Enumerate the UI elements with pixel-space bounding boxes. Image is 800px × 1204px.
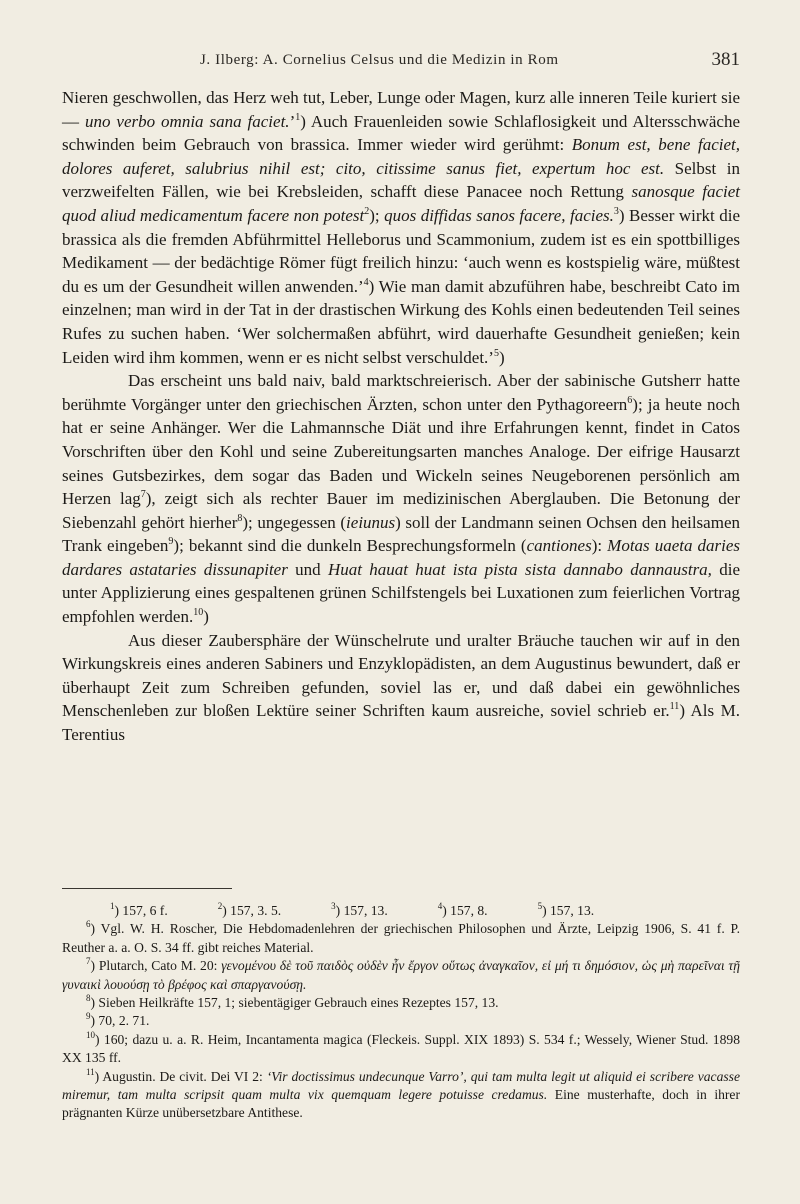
footnote-text: ) 157, 13.: [335, 903, 388, 918]
latin-quote: uno verbo omnia sana faciet.: [84, 111, 290, 131]
footnote-mark: 11: [86, 1066, 95, 1077]
page-number: 381: [711, 49, 740, 70]
text-run: Selbst in verzweifelten Fällen, wie bei Krebsleiden, schafft diese Panacee noch Rettung: [62, 158, 740, 202]
footnote-7: [62, 957, 740, 994]
footnote-10: [62, 1031, 740, 1068]
footnote-item: [514, 902, 595, 920]
text-run: ), zeigt sich als rechter Bauer im medizinischen Aberglauben. Die Betonung der Siebenzahl gehört hierher: [62, 489, 740, 532]
latin-term: ieiunus: [346, 512, 396, 532]
footnote-text: ) 70, 2. 71.: [90, 1013, 150, 1029]
running-title: J. Ilberg: A. Cornelius Celsus und die Medizin in Rom: [200, 52, 559, 68]
footnotes: [62, 902, 740, 1123]
footnote-ref: 10: [193, 607, 204, 619]
footnote-ref: 7: [140, 489, 146, 501]
footnote-ref: 4: [363, 276, 369, 288]
text-run: ) Besser wirkt die brassica als die fremden Abführmittel Helleborus und Scammonium, zudem ist es ein spottbilliges Medikament — der bedächtige Römer fügt freilich hinzu: ‘auch wenn es kostspielig wäre, müßtest du es um der Gesundheit willen anwenden.’: [62, 205, 740, 296]
footnote-1-5: [62, 902, 740, 920]
footnote-mark: 4: [437, 901, 443, 911]
text-run: ) Als M. Terentius: [62, 701, 740, 745]
text-run: );: [369, 205, 385, 225]
latin-quote: sanosque faciet quod aliud medicamentum facere non potest: [62, 182, 740, 225]
footnote-mark: 5: [537, 901, 543, 911]
footnote-mark: 7: [86, 956, 91, 967]
paragraph-3: [62, 629, 740, 747]
footnote-mark: 6: [86, 919, 91, 930]
footnote-ref: 11: [669, 701, 680, 713]
main-text: [62, 86, 740, 747]
footnote-item: [86, 902, 168, 920]
text-run: Das erscheint uns bald naiv, bald marktschreierisch. Aber der sabinische Gutsherr hatte berühmte Vorgänger unter den griechischen Ärzten, schon unter den Pythagoreern: [62, 371, 740, 414]
footnote-divider: [62, 888, 232, 889]
text-run: ) Wie man damit abzuführen habe, beschreibt Cato im einzelnen; man wird in der Tat in der drastischen Wirkung des Kohls einen bedeutenden Teil seines Rufes zu suchen haben. ‘Wer solchermaßen abführt, wird dauerhafte Gesundheit genießen; kein Leiden wird ihm kommen, wenn er es nicht selbst verschuldet.’: [62, 276, 740, 367]
latin-quote: Bonum est, bene faciet, dolores auferet, salubrius nihil est; cito, citissime sanus fiet, expertum hoc est.: [62, 135, 740, 178]
footnote-11: [62, 1068, 740, 1123]
text-run: ) soll der Landmann seinen Ochsen den heilsamen Trank eingeben: [62, 512, 740, 556]
footnote-item: [414, 902, 488, 920]
text-run: ):: [591, 536, 608, 556]
footnote-ref: 8: [237, 512, 243, 524]
incantation: Huat hauat huat ista pista sista dannabo dannaustra,: [327, 559, 712, 579]
text-run: Nieren geschwollen, das Herz weh tut, Leber, Lunge oder Magen, kurz alle inneren Teile kuriert sie —: [62, 88, 740, 131]
footnote-ref: 1: [295, 111, 301, 123]
footnote-text: ) 160; dazu u. a. R. Heim, Incantamenta magica (Fleckeis. Suppl. XIX 1893) S. 534 f.; Wessely, Wiener Stud. 1898 XX 135 ff.: [62, 1031, 740, 1066]
text-run: Aus dieser Zaubersphäre der Wünschelrute und uralter Bräuche tauchen wir auf in den Wirkungskreis eines anderen Sabiners und Enzyklopädisten, an dem Augustinus bewundert, daß er überhaupt Zeit zum Schreiben gefunden, soviel las er, und daß dabei ein gewöhnliches Menschenleben zur bloßen Lektüre seiner Schriften kaum ausreiche, soviel schrieb er.: [62, 630, 740, 721]
text-run: ); bekannt sind die dunkeln Besprechungsformeln (: [173, 536, 527, 556]
footnote-ref: 5: [493, 347, 499, 359]
text-run: ’: [289, 111, 296, 131]
paragraph-1: [62, 86, 740, 369]
footnote-text: ) 157, 8.: [442, 903, 488, 918]
text-run: die unter Applizierung eines gespaltenen grünen Schilfstengels bei Luxationen zum feierlichen Vortrag empfohlen werden.: [62, 559, 740, 627]
footnote-8: [62, 994, 740, 1012]
footnote-mark: 2: [217, 901, 223, 911]
footnote-ref: 6: [627, 394, 633, 406]
latin-quote: ‘Vir doctissimus undecunque Varro’, qui tam multa legit ut aliquid ei scribere vacasse miremur, tam multa scripsit quam multa vix quemquam legere potuisse credamus.: [62, 1068, 740, 1103]
footnote-text: ) 157, 3. 5.: [222, 903, 282, 918]
footnote-6: [62, 920, 740, 957]
footnote-mark: 3: [331, 901, 336, 911]
text-run: ) Auch Frauenleiden sowie Schlaflosigkeit und Altersschwäche schwinden beim Gebrauch von brassica. Immer wieder wird gerühmt:: [62, 111, 741, 155]
incantation: Motas uaeta daries dardares astataries dissunapiter: [62, 536, 741, 579]
footnote-ref: 3: [613, 205, 619, 217]
footnote-ref: 9: [168, 536, 174, 548]
paragraph-2: [62, 369, 740, 629]
footnote-text: ) Vgl. W. H. Roscher, Die Hebdomadenlehren der griechischen Philosophen und Ärzte, Leipzig 1906, S. 41 f. P. Reuther a. a. O. S. 34 ff. gibt reiches Material.: [62, 921, 740, 955]
text-run: ): [498, 347, 505, 367]
footnote-9: [62, 1012, 740, 1030]
footnote-text: ) Plutarch, Cato M. 20:: [90, 958, 222, 974]
latin-quote: quos diffidas sanos facere, facies.: [384, 205, 614, 225]
text-run: und: [287, 559, 328, 579]
running-header: [60, 50, 740, 80]
footnote-item: [194, 902, 281, 920]
footnote-mark: 9: [86, 1011, 91, 1022]
footnote-mark: 1: [110, 901, 115, 911]
text-run: ): [203, 607, 209, 627]
footnote-mark: 8: [86, 993, 91, 1004]
footnote-item: [307, 902, 388, 920]
text-run: ); ja heute noch hat er seine Anhänger. Wer die Lahmannsche Diät und ihre Erfahrungen kennt, findet in Catos Vorschriften über den Kohl und seine Zubereitungsarten manches Analoge. Der eifrige Hausarzt seines Gutsbezirkes, dem sogar das Baden und Wickeln seines Neugeborenen persönlich am Herzen lag: [62, 394, 740, 509]
greek-quote: γενομένου δὲ τοῦ παιδὸς οὐδὲν ἦν ἔργον οὕτως ἀναγκαῖον, εἰ μή τι δημόσιον, ὡς μὴ παρεῖναι τῇ γυναικὶ λουούσῃ τὸ βρέφος καὶ σπαργανούσῃ.: [62, 958, 740, 992]
footnote-text: ) 157, 6 f.: [114, 903, 168, 918]
footnote-mark: 10: [86, 1029, 95, 1040]
latin-term: cantiones: [526, 536, 592, 556]
footnote-ref: 2: [364, 205, 370, 217]
footnote-text: ) Augustin. De civit. Dei VI 2:: [94, 1068, 267, 1084]
footnote-text: ) 157, 13.: [542, 903, 595, 918]
footnote-text: Eine musterhafte, doch in ihrer prägnanten Kürze unübersetzbare Antithese.: [62, 1087, 740, 1121]
footnote-text: ) Sieben Heilkräfte 157, 1; siebentägiger Gebrauch eines Rezeptes 157, 13.: [90, 995, 499, 1011]
text-run: ); ungegessen (: [242, 512, 347, 532]
